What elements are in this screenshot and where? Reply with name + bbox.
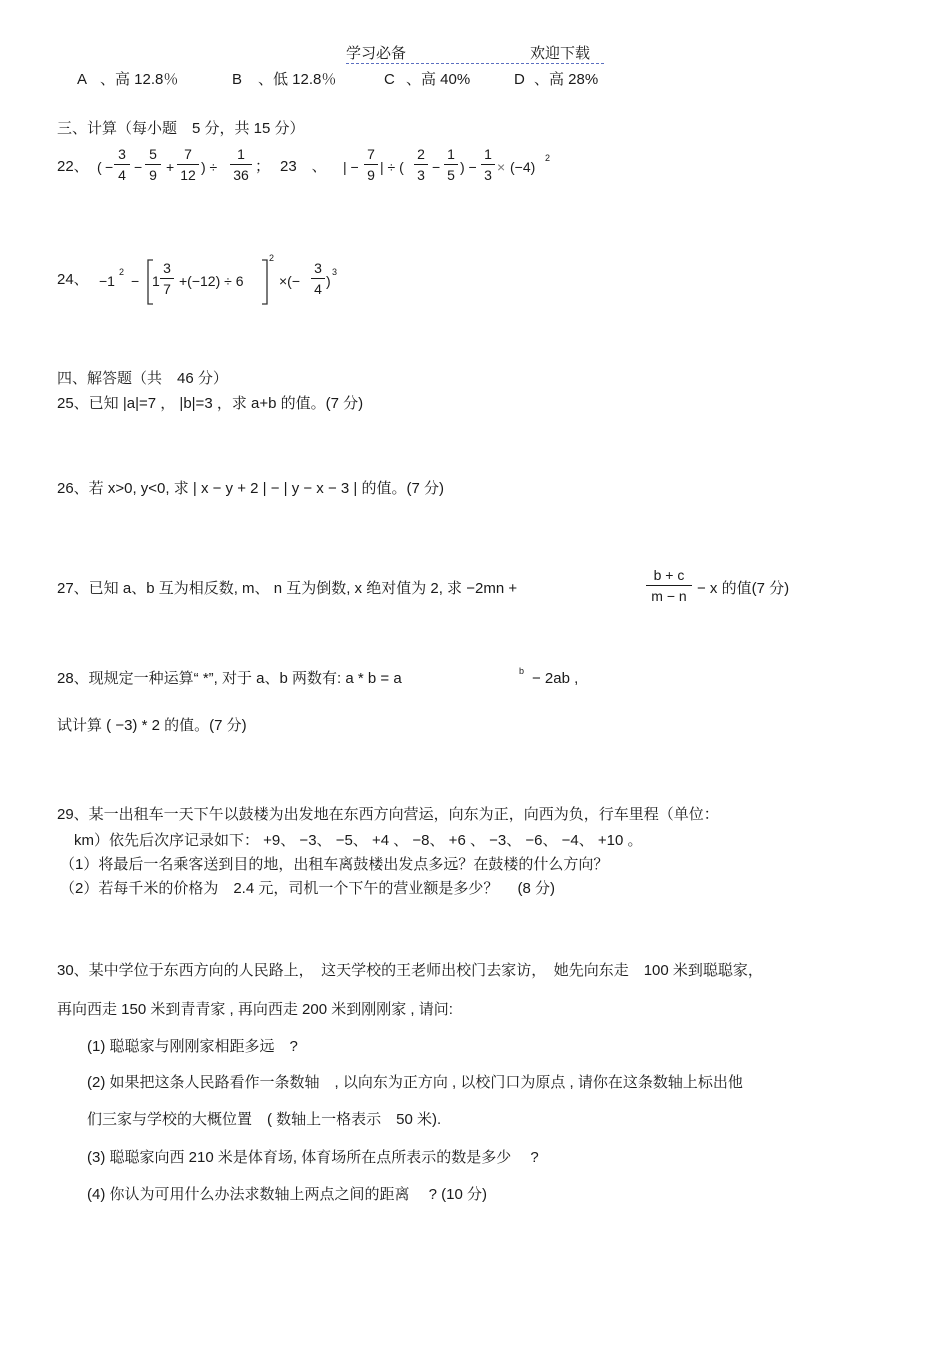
q23-close-minus: ) − <box>460 159 477 175</box>
q24-close-paren: ) <box>326 273 331 289</box>
q28-line-1-tail: − 2ab , <box>532 670 579 687</box>
q27-suffix: − x 的值(7 分) <box>697 580 790 597</box>
q30-line: 30、某中学位于东西方向的人民路上， 这天学校的王老师出校门去家访， 她先向东走 100 米到聪聪家， <box>57 962 763 979</box>
q30-line: 再向西走 150 米到青青家 , 再向西走 200 米到刚刚家 , 请问: <box>57 1001 453 1018</box>
q22-fraction-4: 1 36 <box>230 147 252 182</box>
q23-exponent: 2 <box>545 153 551 163</box>
q24-lead: −1 <box>99 273 115 289</box>
q30-line: (4) 你认为可用什么办法求数轴上两点之间的距离 ? (10 分) <box>87 1186 488 1203</box>
q29-line: （2）若每千米的价格为 2.4 元，司机一个下午的营业额是多少？ (8 分) <box>60 880 556 897</box>
q28-line-1: 28、现规定一种运算“ *”, 对于 a、b 两数有: a * b = a <box>57 670 402 687</box>
q29-line: 29、某一出租车一天下午以鼓楼为出发地在东西方向营运，向东为正，向西为负，行车里程（单位： <box>57 806 719 823</box>
q30-line: (2) 如果把这条人民路看作一条数轴 , 以向东为正方向 , 以校门口为原点 , 请你在这条数轴上标出他 <box>87 1074 743 1091</box>
choice-c-letter: C <box>384 71 395 88</box>
q23-fraction-1: 7 9 <box>364 147 378 182</box>
q24-times-paren: ×(− <box>279 273 301 289</box>
choice-b-text: 、低 12.8％ <box>258 71 337 88</box>
section-3-title: 三、计算（每小题 5 分，共 15 分） <box>57 120 305 137</box>
q29-line: km）依先后次序记录如下： +9、 −3、 −5、 +4 、 −8、 +6 、 −3、 −6、 −4、 +10 。 <box>74 832 643 849</box>
choice-b-letter: B <box>232 71 243 88</box>
q24-fraction-1: 3 7 <box>160 261 174 296</box>
q22-fraction-2: 5 9 <box>145 147 161 182</box>
choice-c-text: 、高 40% <box>406 71 471 88</box>
q28-exponent: b <box>519 666 525 676</box>
q22-label: 22、 <box>57 158 89 175</box>
q27-prefix: 27、已知 a、b 互为相反数, m、 n 互为倒数, x 绝对值为 2, 求 −2mn + <box>57 580 518 597</box>
q30-line: (1) 聪聪家与刚刚家相距多远 ? <box>87 1038 298 1055</box>
choice-a-text: 、高 12.8％ <box>100 71 179 88</box>
q29-line: （1）将最后一名乘客送到目的地，出租车离鼓楼出发点多远？在鼓楼的什么方向？ <box>60 856 609 873</box>
q24-minus: − <box>131 273 140 289</box>
q23-abs-close-divide: | ÷ ( <box>380 159 404 175</box>
header-right-text: 欢迎下载 <box>530 44 591 62</box>
q24-rest: +(−12) ÷ 6 <box>179 273 244 289</box>
section-4-title: 四、解答题（共 46 分） <box>57 370 228 387</box>
q24-right-bracket <box>260 258 270 306</box>
q24-exponent: 3 <box>332 267 338 277</box>
q22-fraction-1: 3 4 <box>114 147 130 182</box>
question-26: 26、若 x>0, y<0, 求 | x − y + 2 | − | y − x − 3 | 的值。(7 分) <box>57 480 444 497</box>
q24-lead-exponent: 2 <box>119 267 125 277</box>
q24-whole: 1 <box>152 273 160 289</box>
q23-label: 23 、 <box>280 158 327 175</box>
q22-plus: + <box>166 159 175 175</box>
q22-close-divide: ) ÷ <box>201 159 218 175</box>
q30-line: 们三家与学校的大概位置 ( 数轴上一格表示 50 米). <box>87 1111 442 1128</box>
q23-abs-open: | − <box>343 159 359 175</box>
q24-bracket-exponent: 2 <box>269 253 275 263</box>
q28-line-2: 试计算 ( −3) * 2 的值。(7 分) <box>57 717 247 734</box>
q24-label: 24、 <box>57 271 89 288</box>
q22-open-paren: ( <box>97 159 102 175</box>
q22-minus-2: − <box>134 159 143 175</box>
header-left-text: 学习必备 <box>346 44 407 62</box>
q22-minus-1: − <box>105 159 114 175</box>
question-25: 25、已知 |a|=7 ， |b|=3 ，求 a+b 的值。(7 分) <box>57 395 364 412</box>
q23-fraction-2: 2 3 <box>414 147 428 182</box>
q30-line: (3) 聪聪家向西 210 米是体育场, 体育场所在点所表示的数是多少 ? <box>87 1149 539 1166</box>
choice-a-letter: A <box>77 71 88 88</box>
choice-d-text: 、高 28% <box>534 71 599 88</box>
q22-semicolon: ； <box>255 158 271 175</box>
q24-fraction-2: 3 4 <box>311 261 325 296</box>
q23-fraction-3: 1 5 <box>444 147 458 182</box>
header-dashed-rule <box>346 63 604 64</box>
q27-fraction: b + c m − n <box>646 568 692 603</box>
q23-tail: (−4) <box>510 159 536 175</box>
choice-d-letter: D <box>514 71 525 88</box>
q23-times: × <box>497 159 506 175</box>
q23-minus: − <box>432 159 441 175</box>
q23-fraction-4: 1 3 <box>481 147 495 182</box>
q22-fraction-3: 7 12 <box>177 147 199 182</box>
